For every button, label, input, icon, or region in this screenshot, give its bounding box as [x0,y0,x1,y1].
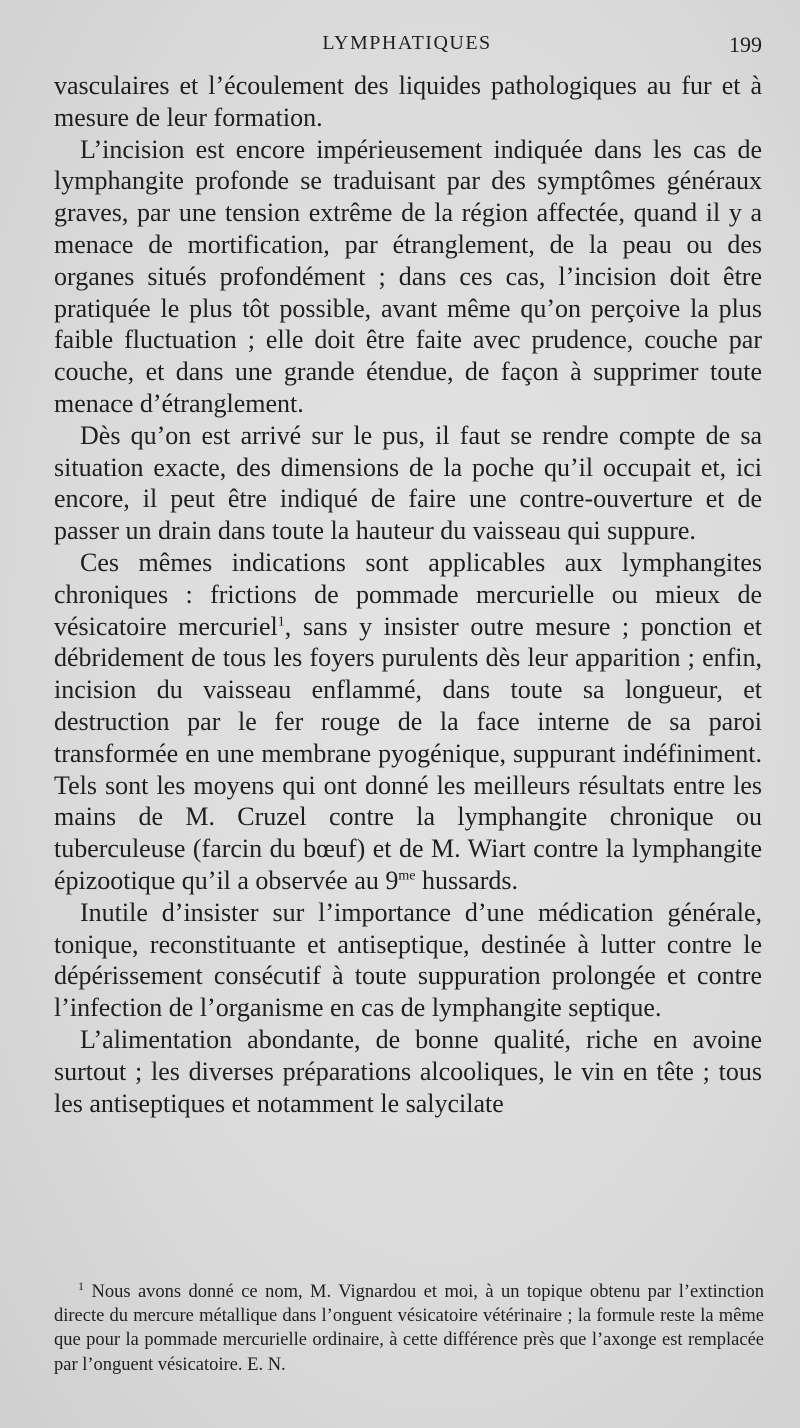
paragraph-incision: L’incision est encore impérieusement indiquée dans les cas de lymphangite profonde se traduisant par des symptômes généraux graves, par une tension extrême de la région affectée, quand il y a menace de mortification, par étranglement, de la peau ou des organes situés profondément ; dans ces cas, l’incision doit être pratiquée le plus tôt possible, avant même qu’on perçoive la plus faible fluctuation ; elle doit être faite avec prudence, couche par couche, et dans une grande étendue, de façon à supprimer toute menace d’étranglement. [54,134,762,418]
footnote-text: Nous avons donné ce nom, M. Vignardou et moi, à un topique obtenu par l’extinction directe du mercure métallique dans l’onguent vésicatoire vétérinaire ; la formule reste la même que pour la pommade mercurielle ordinaire, à cette différence près que l’axonge est remplacée par l’onguent vésicatoire. E. N. [54,1282,764,1375]
footnote-1 [54,1280,764,1377]
footnotes [54,1280,764,1377]
footnote-marker: 1 [78,1278,84,1293]
paragraph-chronic-part-2: , sans y insister outre mesure ; ponction et débridement de tous les foyers purulents dès leur apparition ; enfin, incision du vaisseau enflammé, dans toute sa longueur, et destruction par le fer rouge de la face interne de sa paroi transformée en une membrane pyogénique, suppurant indéfiniment. Tels sont les moyens qui ont donné les meilleurs résultats entre les mains de M. Cruzel contre la lymphangite chronique ou tuberculeuse (farcin du bœuf) et de M. Wiart contre la lymphangite épizootique qu’il a observée au 9 [54,611,762,895]
paragraph-continued: vasculaires et l’écoulement des liquides pathologiques au fur et à mesure de leur formation. [54,71,762,132]
paragraph-alimentation: L’alimentation abondante, de bonne qualité, riche en avoine surtout ; les diverses préparations alcooliques, le vin en tête ; tous les antiseptiques et notamment le salycilate [54,1024,762,1118]
paragraph-pus: Dès qu’on est arrivé sur le pus, il faut se rendre compte de sa situation exacte, des dimensions de la poche qu’il occupait et, ici encore, il peut être indiqué de faire une contre-ouverture et de passer un drain dans toute la hauteur du vaisseau qui suppure. [54,420,762,546]
page-number: 199 [729,32,762,57]
paragraph-medication: Inutile d’insister sur l’importance d’une médication générale, tonique, reconstituante et antiseptique, destinée à lutter contre le dépérissement consécutif à toute suppuration prolongée et contre l’infection de l’organisme en cas de lymphangite septique. [54,897,762,1023]
ordinal-suffix: me [398,868,416,884]
footnote-reference[interactable]: 1 [277,613,285,629]
paragraph-chronic-part-3: hussards. [415,865,519,895]
running-title: LYMPHATIQUES [322,32,492,54]
main-text [54,70,762,1119]
paragraph-chronic-part-1: Ces mêmes indications sont applicables aux lymphangites chroniques : frictions de pommade mercurielle ou mieux de vésicatoire mercuriel [54,547,762,641]
running-header [52,28,762,62]
paragraph-chronic-indications [54,547,762,897]
